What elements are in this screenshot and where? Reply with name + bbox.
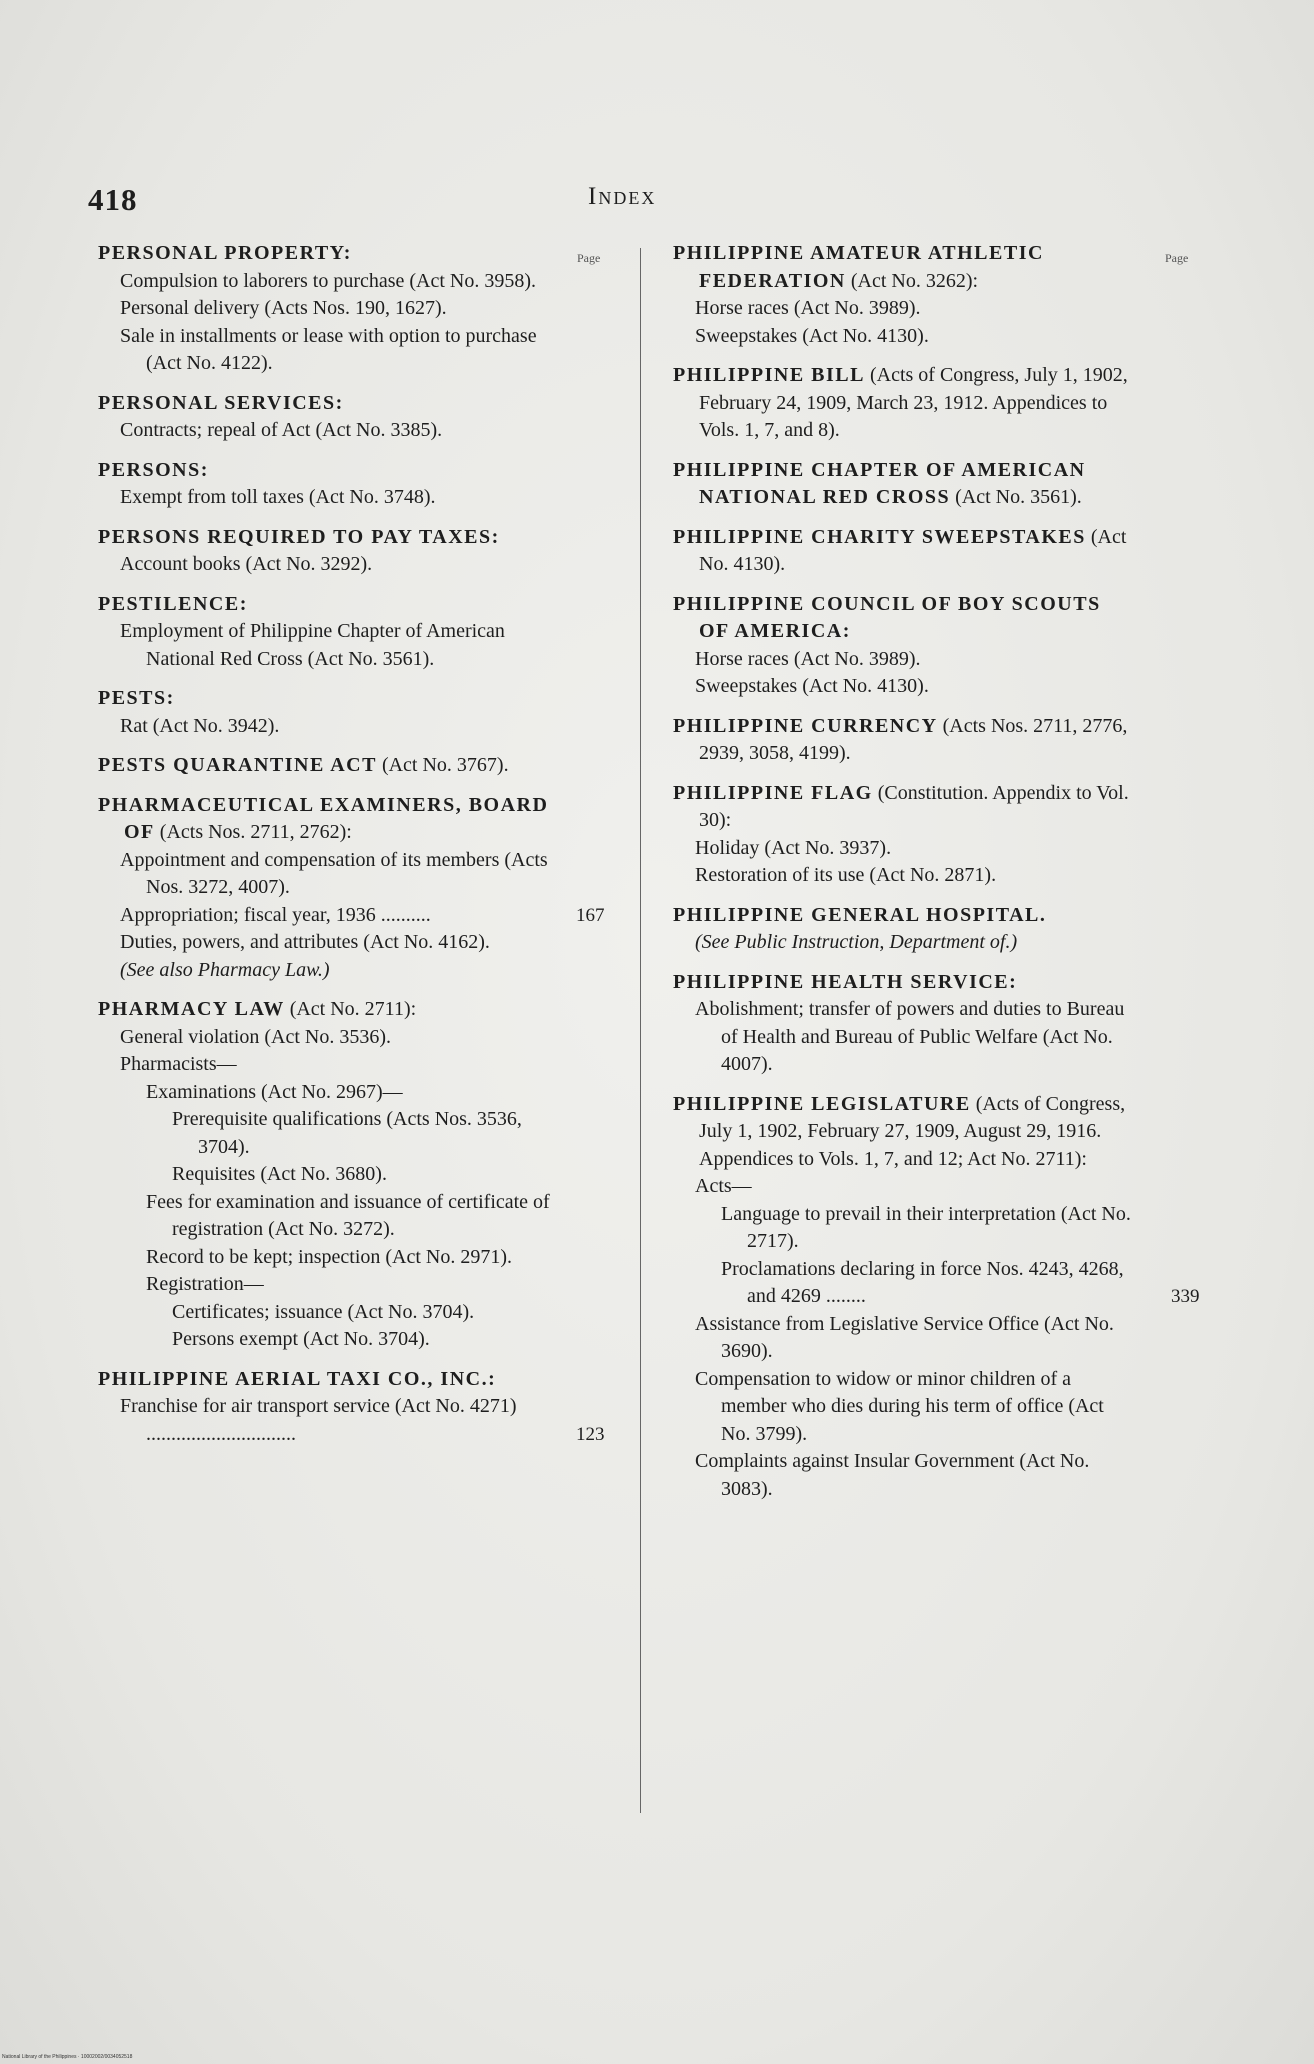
entry-reference: (Act No. 3767). <box>376 754 509 776</box>
entry-headword: PERSONS: <box>98 458 209 481</box>
index-entry <box>673 902 1133 957</box>
subentry <box>98 417 553 445</box>
subentry <box>673 323 1133 351</box>
subentry <box>673 646 1133 674</box>
entry-headword: PHILIPPINE HEALTH SERVICE: <box>673 970 1018 993</box>
subentry <box>98 1024 553 1052</box>
entry-headword: PERSONAL PROPERTY: <box>98 242 352 264</box>
entry-heading <box>98 1366 553 1394</box>
subentry-text: Account books (Act No. 3292). <box>120 553 373 575</box>
right-page-column-label: Page <box>1165 251 1189 265</box>
entry-headword: PHILIPPINE LEGISLATURE <box>673 1092 971 1115</box>
entry-heading <box>673 780 1133 835</box>
subentry-text: Sweepstakes (Act No. 4130). <box>695 675 929 697</box>
index-entry <box>673 524 1133 579</box>
subentry <box>98 1079 553 1107</box>
entry-heading <box>98 390 553 418</box>
subentry-text: Certificates; issuance (Act No. 3704). <box>172 1300 475 1323</box>
subentry <box>673 862 1133 890</box>
entry-headword: PHILIPPINE AERIAL TAXI CO., INC.: <box>98 1367 497 1390</box>
subentry-text: Personal delivery (Acts Nos. 190, 1627). <box>120 297 447 319</box>
subentry <box>98 1189 553 1244</box>
subentry <box>98 1051 553 1079</box>
entry-headword: PHILIPPINE BILL <box>673 364 865 386</box>
entry-reference: (Act No. 2711): <box>284 998 417 1020</box>
subentry-text: Restoration of its use (Act No. 2871). <box>695 864 997 886</box>
page-reference: 339 <box>1171 1286 1200 1307</box>
index-entry <box>98 524 553 579</box>
subentry <box>98 957 553 985</box>
subentry-text: Compulsion to laborers to purchase (Act No. 3958). <box>120 269 537 292</box>
entry-headword: PHILIPPINE CHAPTER OF AMERICAN NATIONAL RED CROSS <box>673 458 1086 508</box>
subentry <box>98 929 553 957</box>
subentry-text: Sale in installments or lease with option to purchase (Act No. 4122). <box>120 324 537 374</box>
subentry-text: Compensation to widow or minor children of a member who dies during his term of office (Act No. 3799). <box>695 1367 1104 1445</box>
entry-headword: PHARMACEUTICAL EXAMINERS, BOARD OF <box>98 793 549 843</box>
entry-reference: (Act No. 4130). <box>699 525 1127 575</box>
entry-headword: PHILIPPINE CURRENCY <box>673 714 938 737</box>
page-number: 418 <box>88 182 138 217</box>
page-title: Index <box>588 183 657 210</box>
subentry <box>673 295 1133 323</box>
index-entry <box>98 591 553 674</box>
subentry <box>98 618 553 673</box>
entry-headword: PHARMACY LAW <box>98 998 285 1020</box>
entry-heading <box>673 1091 1133 1174</box>
entry-heading <box>673 362 1133 445</box>
entry-headword: PHILIPPINE AMATEUR ATHLETIC FEDERATION <box>673 242 1044 292</box>
entry-heading <box>673 969 1133 997</box>
subentry <box>673 673 1133 701</box>
subentry-text: Requisites (Act No. 3680). <box>172 1163 387 1185</box>
subentry <box>98 1299 553 1327</box>
index-entry <box>98 1366 605 1449</box>
subentry-text: Language to prevail in their interpretation (Act No. 2717). <box>721 1202 1131 1252</box>
subentry <box>98 1106 553 1161</box>
subentry <box>673 1366 1133 1449</box>
entry-headword: PERSONS REQUIRED TO PAY TAXES: <box>98 525 500 548</box>
entry-reference: (Acts of Congress, July 1, 1902, February 27, 1909, August 29, 1916. Appendices to Vols. 1, 7, and 12; Act No. 2711): <box>699 1092 1126 1170</box>
entry-heading <box>98 524 553 552</box>
subentry <box>98 268 553 296</box>
entry-reference: (Acts Nos. 2711, 2776, 2939, 3058, 4199). <box>699 714 1128 764</box>
subentry-text: Horse races (Act No. 3989). <box>695 297 921 319</box>
subentry <box>98 713 553 741</box>
entry-headword: PESTILENCE: <box>98 592 248 615</box>
subentry <box>98 902 605 930</box>
index-entry <box>98 996 553 1354</box>
subentry <box>673 1256 1200 1311</box>
entry-reference: (Act No. 3262): <box>845 269 979 292</box>
subentry <box>673 1201 1133 1256</box>
subentry-text: Fees for examination and issuance of certificate of registration (Act No. 3272). <box>146 1190 550 1240</box>
subentry-text: Sweepstakes (Act No. 4130). <box>695 324 929 347</box>
subentry-text: Pharmacists— <box>120 1053 237 1075</box>
entry-heading <box>98 240 553 268</box>
index-entry <box>98 685 553 740</box>
entry-heading <box>98 752 553 780</box>
subentry-text: Horse races (Act No. 3989). <box>695 647 921 670</box>
index-entry <box>98 792 605 985</box>
index-entry <box>673 1091 1200 1504</box>
subentry <box>98 1244 553 1272</box>
index-entry <box>98 752 553 780</box>
subentry-text: Franchise for air transport service (Act No. 4271) .............................. <box>120 1395 517 1445</box>
entry-headword: PHILIPPINE FLAG <box>673 781 873 804</box>
subentry <box>98 295 553 323</box>
subentry-text: Duties, powers, and attributes (Act No. 4162). <box>120 931 490 953</box>
subentry-text: (See Public Instruction, Department of.) <box>695 931 1018 953</box>
entry-heading <box>673 591 1133 646</box>
entry-heading <box>673 240 1133 295</box>
entry-headword: PHILIPPINE CHARITY SWEEPSTAKES <box>673 525 1086 548</box>
index-entry <box>673 780 1133 890</box>
entry-headword: PESTS: <box>98 687 175 709</box>
entry-heading <box>98 996 553 1024</box>
subentry <box>98 1393 605 1448</box>
subentry <box>673 1173 1133 1201</box>
page-reference: 167 <box>576 904 605 926</box>
subentry <box>673 996 1133 1079</box>
entry-headword: PERSONAL SERVICES: <box>98 391 344 414</box>
subentry <box>98 1326 553 1354</box>
scan-footer: National Library of the Philippines · 10002002/0034052518 <box>2 2054 133 2060</box>
entry-reference: (Constitution. Appendix to Vol. 30): <box>699 781 1129 831</box>
subentry-text: General violation (Act No. 3536). <box>120 1025 392 1048</box>
entry-heading <box>98 457 553 485</box>
page-reference: 123 <box>576 1423 605 1445</box>
entry-heading <box>673 902 1133 930</box>
subentry <box>673 835 1133 863</box>
entry-reference: (Acts of Congress, July 1, 1902, February 24, 1909, March 23, 1912. Appendices to Vols. 1, 7, and 8). <box>699 364 1128 441</box>
subentry-text: Proclamations declaring in force Nos. 4243, 4268, and 4269 ........ <box>721 1257 1124 1307</box>
subentry-text: Registration— <box>146 1273 264 1295</box>
subentry <box>673 1448 1133 1503</box>
index-entry <box>98 390 553 445</box>
entry-heading <box>98 685 553 713</box>
index-entry <box>673 713 1133 768</box>
subentry-text: (See also Pharmacy Law.) <box>120 958 330 981</box>
subentry-text: Prerequisite qualifications (Acts Nos. 3536, 3704). <box>172 1108 522 1158</box>
index-entry <box>673 457 1133 512</box>
subentry-text: Contracts; repeal of Act (Act No. 3385). <box>120 419 443 441</box>
entry-heading <box>673 524 1133 579</box>
entry-headword: PHILIPPINE GENERAL HOSPITAL. <box>673 903 1047 926</box>
subentry <box>98 484 553 512</box>
left-page-column-label: Page <box>577 251 601 265</box>
entry-reference: (Act No. 3561). <box>950 486 1082 508</box>
subentry-text: Persons exempt (Act No. 3704). <box>172 1328 430 1350</box>
index-entry <box>673 362 1133 445</box>
index-entry <box>98 457 553 512</box>
subentry <box>98 1271 553 1299</box>
subentry-text: Assistance from Legislative Service Office (Act No. 3690). <box>695 1312 1114 1362</box>
subentry-text: Complaints against Insular Government (Act No. 3083). <box>695 1450 1090 1500</box>
subentry-text: Record to be kept; inspection (Act No. 2971). <box>146 1245 513 1268</box>
subentry-text: Acts— <box>695 1175 752 1197</box>
subentry <box>98 847 553 902</box>
entry-heading <box>673 457 1133 512</box>
subentry-text: Appointment and compensation of its members (Acts Nos. 3272, 4007). <box>120 848 548 898</box>
subentry-text: Examinations (Act No. 2967)— <box>146 1080 403 1103</box>
index-entry <box>98 240 553 378</box>
subentry <box>673 929 1133 957</box>
entry-heading <box>673 713 1133 768</box>
subentry-text: Exempt from toll taxes (Act No. 3748). <box>120 486 436 508</box>
subentry-text: Appropriation; fiscal year, 1936 .......... <box>120 903 431 926</box>
subentry <box>98 1161 553 1189</box>
subentry <box>98 551 553 579</box>
entry-heading <box>98 591 553 619</box>
subentry <box>98 323 553 378</box>
subentry <box>673 1311 1133 1366</box>
index-entry <box>673 969 1133 1079</box>
subentry-text: Employment of Philippine Chapter of American National Red Cross (Act No. 3561). <box>120 620 505 670</box>
subentry-text: Abolishment; transfer of powers and duties to Bureau of Health and Bureau of Public Welfare (Act No. 4007). <box>695 998 1125 1075</box>
column-divider <box>640 248 641 1813</box>
subentry-text: Rat (Act No. 3942). <box>120 714 280 737</box>
entry-headword: PHILIPPINE COUNCIL OF BOY SCOUTS OF AMERICA: <box>673 592 1101 642</box>
entry-heading <box>98 792 553 847</box>
entry-headword: PESTS QUARANTINE ACT <box>98 754 377 776</box>
subentry-text: Holiday (Act No. 3937). <box>695 836 892 859</box>
index-entry <box>673 591 1133 701</box>
entry-reference: (Acts Nos. 2711, 2762): <box>154 821 352 843</box>
index-entry <box>673 240 1133 350</box>
